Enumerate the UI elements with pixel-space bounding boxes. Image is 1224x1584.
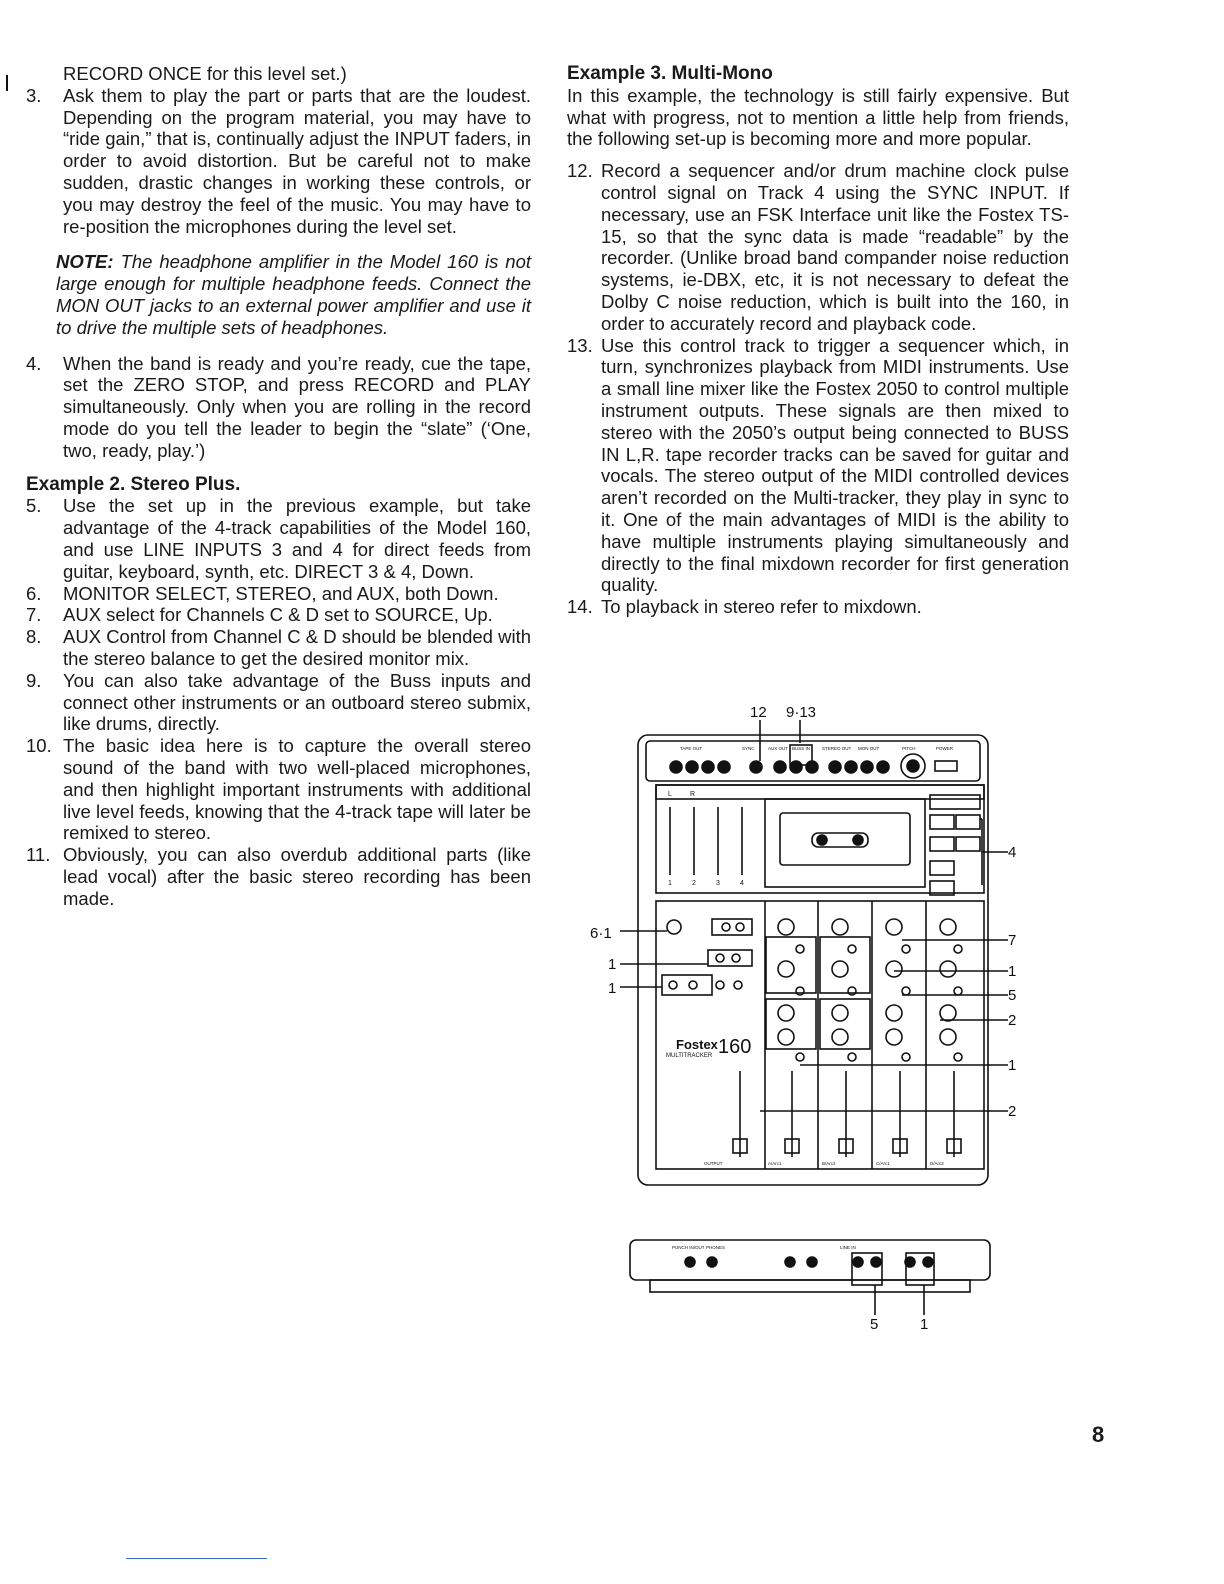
track-num-2: 2 — [692, 880, 696, 887]
rear-label-punch: PUNCH IN/OUT — [672, 1245, 705, 1250]
rear-label-phones: PHONES — [706, 1245, 726, 1250]
callout-5: 5 — [1008, 987, 1017, 1004]
list-item — [26, 583, 531, 605]
list-item — [26, 495, 531, 582]
list-item — [567, 596, 1069, 618]
level-meters — [670, 807, 742, 875]
track-num-3: 3 — [716, 880, 720, 887]
list-item-number: 13. — [567, 334, 593, 356]
list-item-text: AUX select for Channels C & D set to SOURCE, Up. — [63, 604, 493, 626]
continuation-text: RECORD ONCE for this level set.) — [63, 63, 347, 84]
callout-9-13: 9·13 — [786, 704, 817, 721]
panel-label-buss-in: BUSS IN — [792, 746, 811, 751]
panel-label-sync: SYNC — [742, 746, 755, 751]
fader-label-c: C/Arc1 — [876, 1161, 890, 1166]
list-item-text: Obviously, you can also overdub additional parts (like lead vocal) after the basic stereo recording has been made. — [63, 844, 531, 909]
rear-label-line-in: LINE IN — [840, 1245, 856, 1250]
margin-mark — [6, 75, 8, 91]
list-item — [567, 160, 1069, 334]
numbered-list-c — [26, 495, 531, 909]
callout-2a: 2 — [1008, 1012, 1017, 1029]
list-item-number: 5. — [26, 495, 42, 517]
list-item-text: Ask them to play the part or parts that are the loudest. Depending on the program material, you may have to “ride gain,” that is, continually adjust the INPUT faders, in order to avoid distortion. But be careful not to make sudden, drastic changes in working these controls, or you may destroy the feel of the music. You may have to re-position the microphones during the level set. — [63, 84, 531, 237]
list-item-number: 6. — [26, 582, 42, 604]
note-block — [26, 251, 531, 338]
fader-label-d: D/Arc2 — [930, 1161, 944, 1166]
note-text: The headphone amplifier in the Model 160 is not large enough for multiple headphone feeds. Connect the MON OUT jacks to an external power amplifier and use it to drive the multiple sets of headphones. — [56, 251, 532, 338]
model-number: 160 — [718, 1036, 752, 1058]
callout-4: 4 — [1008, 844, 1017, 861]
callout-2b: 2 — [1008, 1103, 1017, 1120]
panel-label-mon-out: MON OUT — [858, 746, 880, 751]
track-num-1: 1 — [668, 880, 672, 887]
meter-label-l: L — [668, 791, 672, 798]
list-item-number: 10. — [26, 735, 52, 757]
list-item — [26, 626, 531, 670]
panel-label-tape-out: TAPE OUT — [680, 746, 703, 751]
list-item — [26, 670, 531, 735]
example-2-heading: Example 2. Stereo Plus. — [26, 473, 241, 495]
numbered-list-b — [26, 353, 531, 462]
left-column — [26, 63, 531, 909]
list-item — [26, 604, 531, 626]
numbered-list-right — [567, 160, 1069, 618]
list-item-text: Record a sequencer and/or drum machine clock pulse control signal on Track 4 using the SYNC INPUT. If necessary, use an FSK Interface unit like the Fostex TS-15, so that the sync data is made “readable” by the recorder. (Unlike broad band compander noise reduction systems, ie-DBX, etc, it is not necessary to defeat the Dolby C noise reduction, which is built into the 160, in order to accurately record and playback code. — [601, 160, 1069, 334]
numbered-list-a — [26, 85, 531, 238]
callout-left-1b: 1 — [608, 980, 617, 997]
example-3-intro: In this example, the technology is still fairly expensive. But what with progress, not to mention a little help from friends, the following set-up is becoming more and more popular. — [567, 84, 1069, 150]
callout-12: 12 — [750, 704, 767, 721]
right-column — [567, 63, 1069, 618]
callout-7: 7 — [1008, 932, 1017, 949]
list-item-text: MONITOR SELECT, STEREO, and AUX, both Down. — [63, 582, 499, 604]
list-item-number: 14. — [567, 596, 593, 618]
example-3-heading: Example 3. Multi-Mono — [567, 63, 773, 84]
list-item — [567, 335, 1069, 597]
list-item-text: Use this control track to trigger a sequencer which, in turn, synchronizes playback from MIDI instruments. Use a small line mixer like the Fostex 2050 to control multiple instrument outputs. These signals are then mixed to stereo with the 2050’s output being connected to BUSS IN L,R. tape recorder tracks can be saved for guitar and vocals. The stereo output of the MIDI controlled devices aren’t recorded on the Multi-tracker, they play in sync to it. One of the main advantages of MIDI is the ability to have multiple instruments playing simultaneously and directly to the final mixdown recorder for first generation quality. — [601, 334, 1069, 596]
list-item-text: To playback in stereo refer to mixdown. — [601, 596, 922, 618]
page-number: 8 — [1092, 1422, 1105, 1447]
list-item — [26, 353, 531, 462]
list-item-number: 9. — [26, 669, 42, 691]
panel-label-aux-out: AUX OUT — [768, 746, 789, 751]
list-item-number: 7. — [26, 604, 42, 626]
list-item — [26, 735, 531, 844]
list-item — [26, 844, 531, 909]
list-item-number: 4. — [26, 352, 42, 374]
callout-6-1: 6·1 — [590, 925, 612, 942]
list-item-text: AUX Control from Channel C & D should be blended with the stereo balance to get the desired monitor mix. — [63, 626, 531, 669]
callout-right-1b: 1 — [1008, 1057, 1017, 1074]
panel-label-stereo-out: STEREO OUT — [822, 746, 852, 751]
note-label: NOTE: — [56, 251, 114, 273]
meter-label-r: R — [690, 791, 696, 798]
list-item-text: The basic idea here is to capture the overall stereo sound of the band with two well-placed microphones, and then highlight important instruments with additional live level feeds, knowing that the 4-track tape will later be remixed to stereo. — [63, 735, 531, 844]
list-item — [26, 85, 531, 238]
fostex-160-diagram — [590, 695, 1040, 1345]
jack-row — [670, 754, 957, 778]
footer-rule — [126, 1558, 267, 1559]
list-item-text: You can also take advantage of the Buss inputs and connect other instruments or an outboard stereo submix, like drums, directly. — [63, 669, 531, 735]
track-num-4: 4 — [740, 880, 744, 887]
fader-label-a: A/Arc1 — [768, 1161, 782, 1166]
fader-label-b: B/Arc2 — [822, 1161, 836, 1166]
callout-bottom-1: 1 — [920, 1316, 929, 1333]
list-item-number: 3. — [26, 84, 42, 106]
list-item-text: Use the set up in the previous example, but take advantage of the 4-track capabilities of the Model 160, and use LINE INPUTS 3 and 4 for direct feeds from guitar, keyboard, synth, etc. DIRECT 3 & 4, Down. — [63, 495, 531, 582]
list-item-number: 11. — [26, 844, 51, 866]
callout-left-1a: 1 — [608, 956, 617, 973]
list-item-text: When the band is ready and you’re ready, cue the tape, set the ZERO STOP, and press RECORD and PLAY simultaneously. Only when you are rolling in the record mode do you tell the leader to begin the “slate” (‘One, two, ready, play.’) — [63, 352, 531, 461]
fader-label-output: OUTPUT — [704, 1161, 723, 1166]
callout-right-1a: 1 — [1008, 963, 1017, 980]
panel-label-pitch: PITCH — [902, 746, 916, 751]
list-item-number: 8. — [26, 626, 42, 648]
model-subtitle: MULTITRACKER — [666, 1053, 713, 1059]
panel-label-power: POWER — [936, 746, 954, 751]
callout-bottom-5: 5 — [870, 1316, 879, 1333]
list-item-number: 12. — [567, 160, 593, 182]
brand-logo: Fostex — [676, 1037, 718, 1052]
